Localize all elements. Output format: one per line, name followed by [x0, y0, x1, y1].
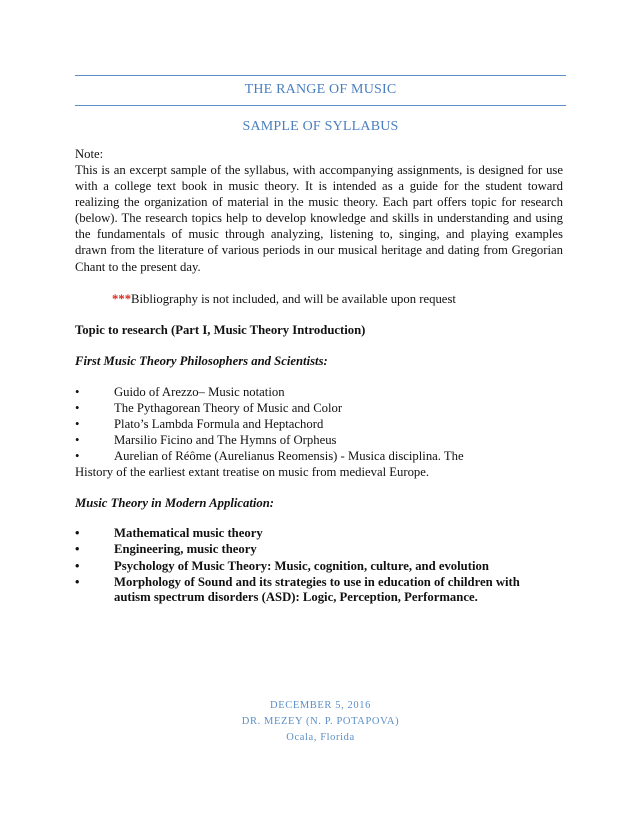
list-item: • Mathematical music theory — [75, 525, 263, 540]
list-item: • Guido of Arezzo– Music notation — [75, 384, 285, 399]
bibliography-note — [112, 291, 563, 307]
bullet-icon: • — [75, 384, 80, 399]
list-item: • Plato’s Lambda Formula and Heptachord — [75, 416, 324, 431]
title-rule — [75, 105, 566, 106]
footer-date: DECEMBER 5, 2016 — [270, 700, 371, 711]
list-item: • The Pythagorean Theory of Music and Color — [75, 400, 343, 415]
bullet-icon: • — [75, 575, 80, 590]
bullet-icon: • — [75, 525, 80, 540]
list-item: • Engineering, music theory — [75, 542, 257, 557]
bullet-icon: • — [75, 416, 80, 431]
bullet-icon: • — [75, 558, 80, 573]
top-rule — [75, 75, 566, 76]
bibliography-text: Bibliography is not included, and will be available upon request — [131, 291, 456, 306]
list-item: • Aurelian of Réôme (Aurelianus Reomensis) - Musica disciplina. The — [75, 448, 464, 463]
bullet-icon: • — [75, 448, 80, 463]
document-title: THE RANGE OF MUSIC — [244, 82, 397, 97]
section2-list — [75, 526, 563, 605]
topic-heading: Topic to research (Part I, Music Theory Introduction) — [75, 322, 366, 337]
section1-list — [75, 384, 563, 464]
footer-location: Ocala, Florida — [286, 732, 355, 743]
list-item: • Morphology of Sound and its strategies to use in education of children with autism spectrum disorders (ASD): Logic, Perception, Performance. — [75, 575, 520, 604]
document-subtitle: SAMPLE OF SYLLABUS — [242, 119, 399, 134]
note-label: Note: — [75, 147, 104, 161]
list-item: • Psychology of Music Theory: Music, cognition, culture, and evolution — [75, 558, 489, 573]
document-body — [75, 146, 563, 606]
asterisks: *** — [112, 291, 132, 306]
footer-author: DR. MEZEY (N. P. POTAPOVA) — [241, 716, 400, 727]
note-paragraph: This is an excerpt sample of the syllabus, with accompanying assignments, is designed for use with a college text book in music theory. It is intended as a guide for the student toward realizing the organization of material in the music theory. Each part offers topic for research (below). The research topics help to develop knowledge and skills in understanding and using the fundamentals of music through analyzing, listening to, singing, and playing examples drawn from the literature of various periods in our musical heritage and dating from Gregorian Chant to the present day. — [75, 163, 563, 274]
section1-heading: First Music Theory Philosophers and Scientists: — [75, 353, 328, 368]
bullet-icon: • — [75, 432, 80, 447]
list-item: • Marsilio Ficino and The Hymns of Orpheus — [75, 432, 337, 447]
bullet-icon: • — [75, 542, 80, 557]
section1-tail-text: History of the earliest extant treatise on music from medieval Europe. — [75, 464, 430, 479]
section2-heading: Music Theory in Modern Application: — [75, 495, 275, 510]
bullet-icon: • — [75, 400, 80, 415]
